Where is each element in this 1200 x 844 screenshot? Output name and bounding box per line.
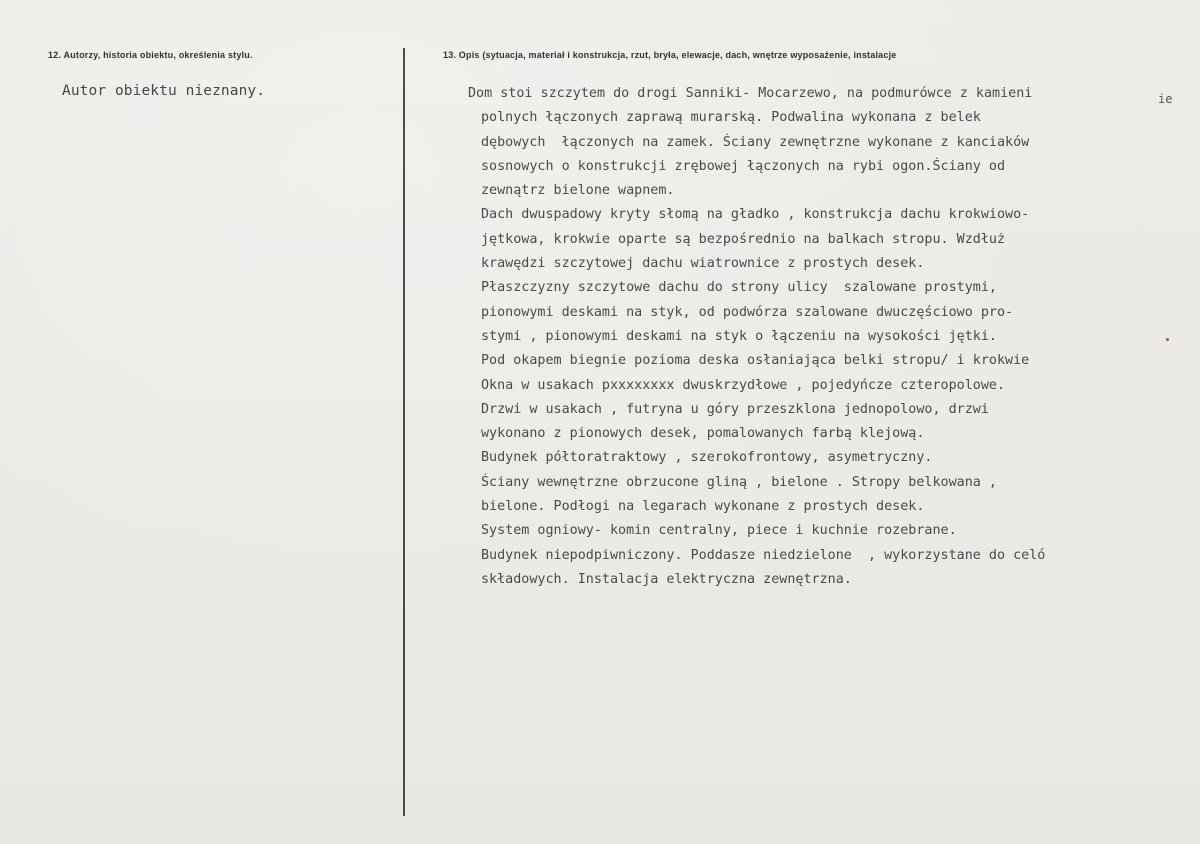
description-line: Budynek półtoratraktowy , szerokofrontowy, asymetryczny. <box>481 450 933 466</box>
description-line: jętkowa, krokwie oparte są bezpośrednio na balkach stropu. Wzdłuż <box>481 231 1006 247</box>
description-line: System ogniowy- komin centralny, piece i kuchnie rozebrane. <box>481 523 957 539</box>
description-line: Pod okapem biegnie pozioma deska osłaniająca belki stropu/ i krokwie <box>481 353 1030 369</box>
description-line: Dach dwuspadowy kryty słomą na gładko , konstrukcja dachu krokwiowo- <box>481 207 1030 223</box>
description-line: polnych łączonych zaprawą murarską. Podwalina wykonana z belek <box>481 110 981 126</box>
description-line: krawędzi szczytowej dachu wiatrownice z prostych desek. <box>481 256 925 272</box>
description-line: Budynek niepodpiwniczony. Poddasze niedzielone , wykorzystane do celó <box>481 547 1046 563</box>
description-text <box>468 82 1200 592</box>
description-line: dębowych łączonych na zamek. Ściany zewnętrzne wykonane z kanciaków <box>481 134 1030 150</box>
description-line: wykonano z pionowych desek, pomalowanych farbą klejową. <box>481 426 925 442</box>
description-line: Ściany wewnętrzne obrzucone gliną , bielone . Stropy belkowana , <box>481 474 997 490</box>
column-divider <box>403 48 405 816</box>
description-line: bielone. Podłogi na legarach wykonane z prostych desek. <box>481 499 925 515</box>
description-line: pionowymi deskami na styk, od podwórza szalowane dwuczęściowo pro- <box>481 304 1014 320</box>
description-line: Płaszczyzny szczytowe dachu do strony ulicy szalowane prostymi, <box>481 280 997 296</box>
author-text: Autor obiektu nieznany. <box>62 83 266 99</box>
section-13-heading: 13. Opis (sytuacja, materiał i konstrukcja, rzut, bryła, elewacje, dach, wnętrze wyposażenie, instalacje <box>443 50 897 60</box>
description-line: zewnątrz bielone wapnem. <box>481 183 675 199</box>
description-line: sosnowych o konstrukcji zrębowej łączonych na rybi ogon.Ściany od <box>481 158 1006 174</box>
section-12-column <box>0 0 404 844</box>
description-line: Okna w usakach pxxxxxxxx dwuskrzydłowe , pojedyńcze czteropolowe. <box>481 377 1006 393</box>
description-line: Dom stoi szczytem do drogi Sanniki- Mocarzewo, na podmurówce z kamieni <box>468 86 1033 101</box>
description-line: stymi , pionowymi deskami na styk o łączeniu na wysokości jętki. <box>481 328 997 344</box>
section-12-heading: 12. Autorzy, historia obiektu, określenia stylu. <box>48 50 253 60</box>
margin-correction-note: ie <box>1158 92 1173 106</box>
ink-dot-mark <box>1166 338 1169 341</box>
description-line: Drzwi w usakach , futryna u góry przeszklona jednopolowo, drzwi <box>481 401 989 417</box>
description-line: składowych. Instalacja elektryczna zewnętrzna. <box>481 571 852 587</box>
